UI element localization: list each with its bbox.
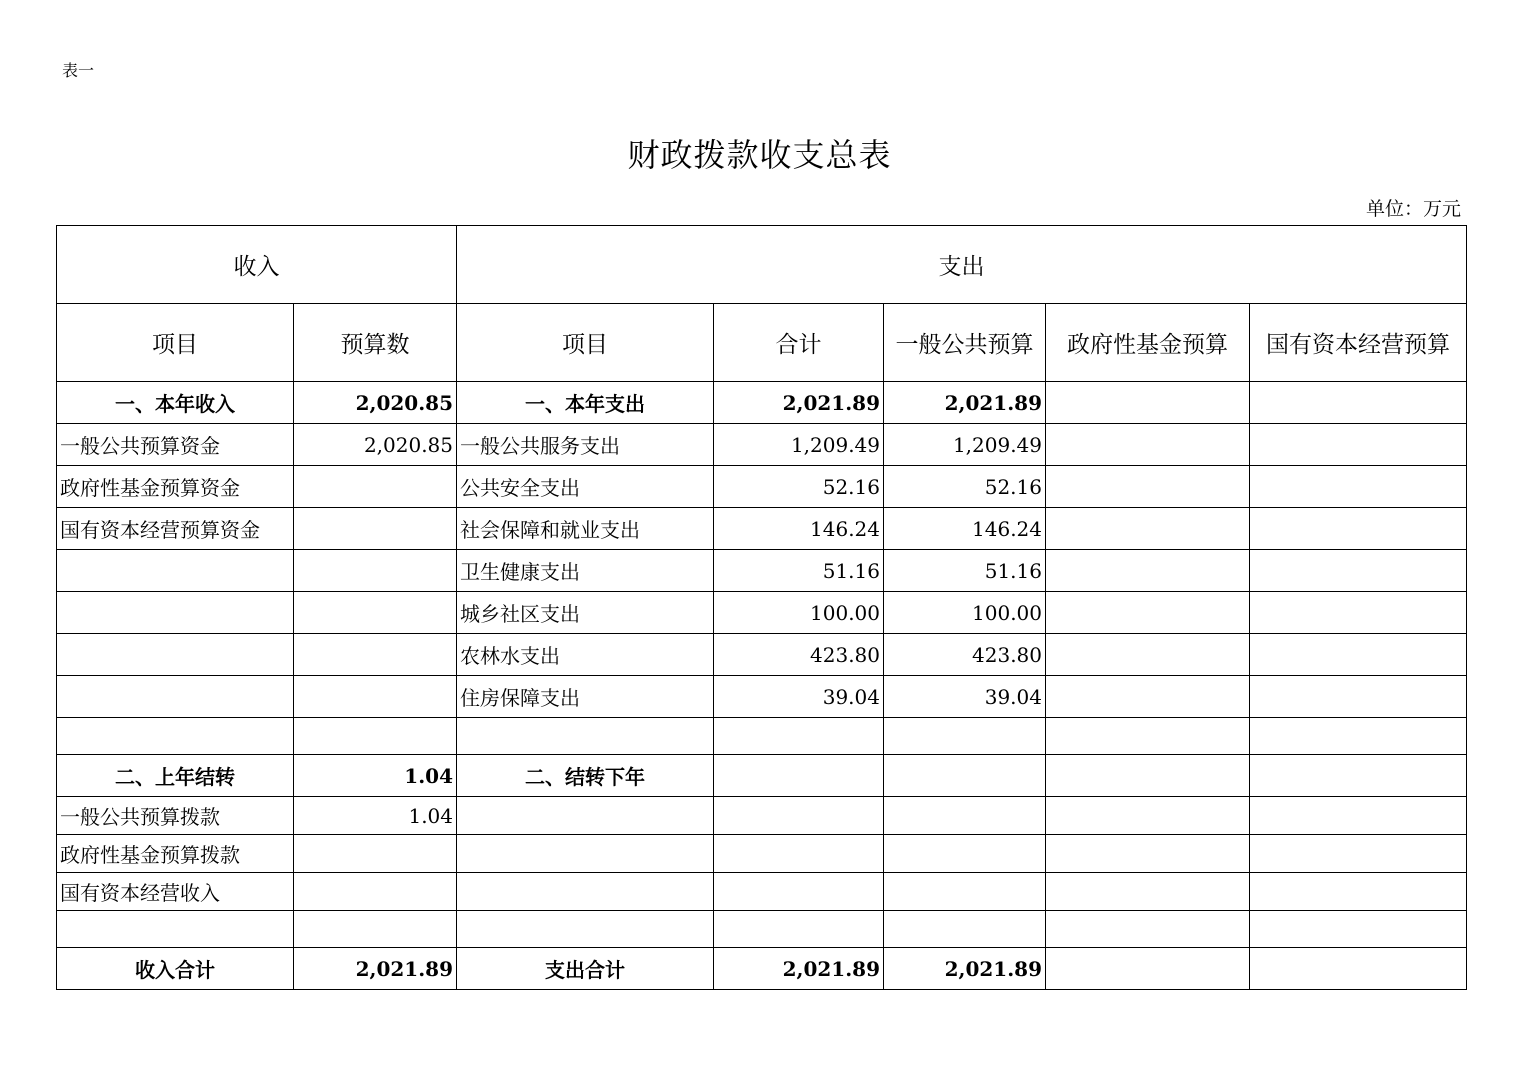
expense-fund-cell xyxy=(1046,592,1250,634)
table-row xyxy=(57,508,1467,550)
expense-fund-cell xyxy=(1046,718,1250,755)
expense-total-cell xyxy=(714,797,884,835)
expense-general-cell: 146.24 xyxy=(884,508,1046,550)
expense-general-cell xyxy=(884,835,1046,873)
expense-fund-cell xyxy=(1046,424,1250,466)
expense-general-cell: 2,021.89 xyxy=(884,948,1046,990)
income-item-cell: 政府性基金预算资金 xyxy=(57,466,294,508)
expense-general-cell xyxy=(884,873,1046,911)
expense-fund-cell xyxy=(1046,676,1250,718)
expense-item-cell: 城乡社区支出 xyxy=(457,592,714,634)
expense-item-cell: 卫生健康支出 xyxy=(457,550,714,592)
expense-state-cell xyxy=(1250,424,1467,466)
expense-general-cell: 2,021.89 xyxy=(884,382,1046,424)
expense-general-cell: 423.80 xyxy=(884,634,1046,676)
header-expense: 支出 xyxy=(457,226,1467,304)
expense-fund-cell xyxy=(1046,797,1250,835)
income-value-cell xyxy=(294,718,457,755)
income-item-cell: 一、本年收入 xyxy=(57,382,294,424)
expense-general-cell xyxy=(884,755,1046,797)
expense-state-cell xyxy=(1250,466,1467,508)
budget-table xyxy=(56,225,1467,990)
expense-total-cell xyxy=(714,718,884,755)
expense-total-cell: 39.04 xyxy=(714,676,884,718)
expense-total-cell: 2,021.89 xyxy=(714,948,884,990)
table-label: 表一 xyxy=(62,61,95,80)
expense-general-cell: 51.16 xyxy=(884,550,1046,592)
expense-total-cell: 100.00 xyxy=(714,592,884,634)
expense-fund-cell xyxy=(1046,382,1250,424)
expense-state-cell xyxy=(1250,382,1467,424)
table-row xyxy=(57,466,1467,508)
income-value-cell xyxy=(294,835,457,873)
header-total: 合计 xyxy=(714,304,884,382)
income-item-cell xyxy=(57,634,294,676)
expense-fund-cell xyxy=(1046,873,1250,911)
table-row xyxy=(57,797,1467,835)
expense-item-cell xyxy=(457,873,714,911)
expense-fund-cell xyxy=(1046,835,1250,873)
expense-total-cell xyxy=(714,835,884,873)
expense-total-cell: 2,021.89 xyxy=(714,382,884,424)
income-value-cell xyxy=(294,466,457,508)
unit-label: 单位：万元 xyxy=(1365,198,1461,220)
expense-item-cell: 农林水支出 xyxy=(457,634,714,676)
expense-state-cell xyxy=(1250,755,1467,797)
table-row xyxy=(57,676,1467,718)
income-item-cell: 二、上年结转 xyxy=(57,755,294,797)
expense-general-cell: 100.00 xyxy=(884,592,1046,634)
expense-general-cell: 52.16 xyxy=(884,466,1046,508)
expense-state-cell xyxy=(1250,911,1467,948)
expense-general-cell xyxy=(884,718,1046,755)
header-row-columns xyxy=(57,304,1467,382)
income-item-cell: 政府性基金预算拨款 xyxy=(57,835,294,873)
header-state-capital-budget: 国有资本经营预算 xyxy=(1250,304,1467,382)
income-item-cell: 一般公共预算拨款 xyxy=(57,797,294,835)
expense-fund-cell xyxy=(1046,466,1250,508)
income-value-cell xyxy=(294,592,457,634)
expense-state-cell xyxy=(1250,873,1467,911)
income-item-cell: 国有资本经营预算资金 xyxy=(57,508,294,550)
expense-state-cell xyxy=(1250,676,1467,718)
expense-state-cell xyxy=(1250,592,1467,634)
income-value-cell: 1.04 xyxy=(294,797,457,835)
income-value-cell: 1.04 xyxy=(294,755,457,797)
table-row xyxy=(57,835,1467,873)
income-item-cell: 收入合计 xyxy=(57,948,294,990)
income-value-cell xyxy=(294,873,457,911)
expense-total-cell xyxy=(714,755,884,797)
expense-fund-cell xyxy=(1046,755,1250,797)
expense-item-cell xyxy=(457,797,714,835)
income-item-cell xyxy=(57,550,294,592)
header-item-expense: 项目 xyxy=(457,304,714,382)
document-title: 财政拨款收支总表 xyxy=(627,136,892,174)
table-row xyxy=(57,634,1467,676)
income-value-cell xyxy=(294,634,457,676)
expense-total-cell: 52.16 xyxy=(714,466,884,508)
expense-item-cell: 一般公共服务支出 xyxy=(457,424,714,466)
table-row xyxy=(57,948,1467,990)
income-value-cell: 2,020.85 xyxy=(294,382,457,424)
expense-item-cell: 社会保障和就业支出 xyxy=(457,508,714,550)
expense-state-cell xyxy=(1250,835,1467,873)
expense-total-cell: 146.24 xyxy=(714,508,884,550)
expense-general-cell xyxy=(884,911,1046,948)
expense-total-cell: 1,209.49 xyxy=(714,424,884,466)
table-row xyxy=(57,911,1467,948)
income-value-cell: 2,021.89 xyxy=(294,948,457,990)
header-budget: 预算数 xyxy=(294,304,457,382)
income-value-cell xyxy=(294,508,457,550)
expense-item-cell: 公共安全支出 xyxy=(457,466,714,508)
income-value-cell xyxy=(294,676,457,718)
expense-state-cell xyxy=(1250,508,1467,550)
expense-total-cell xyxy=(714,911,884,948)
expense-item-cell xyxy=(457,835,714,873)
income-item-cell xyxy=(57,592,294,634)
expense-fund-cell xyxy=(1046,634,1250,676)
expense-total-cell xyxy=(714,873,884,911)
table-row xyxy=(57,424,1467,466)
header-general-budget: 一般公共预算 xyxy=(884,304,1046,382)
income-value-cell: 2,020.85 xyxy=(294,424,457,466)
expense-fund-cell xyxy=(1046,948,1250,990)
expense-fund-cell xyxy=(1046,911,1250,948)
expense-item-cell: 支出合计 xyxy=(457,948,714,990)
table-row xyxy=(57,755,1467,797)
income-item-cell: 国有资本经营收入 xyxy=(57,873,294,911)
table-row xyxy=(57,873,1467,911)
header-row-group xyxy=(57,226,1467,304)
expense-state-cell xyxy=(1250,550,1467,592)
expense-item-cell: 一、本年支出 xyxy=(457,382,714,424)
expense-state-cell xyxy=(1250,634,1467,676)
income-value-cell xyxy=(294,911,457,948)
income-item-cell xyxy=(57,676,294,718)
expense-item-cell: 住房保障支出 xyxy=(457,676,714,718)
income-item-cell xyxy=(57,718,294,755)
expense-state-cell xyxy=(1250,948,1467,990)
table-row xyxy=(57,718,1467,755)
expense-general-cell: 39.04 xyxy=(884,676,1046,718)
table-row xyxy=(57,550,1467,592)
expense-item-cell xyxy=(457,911,714,948)
expense-fund-cell xyxy=(1046,550,1250,592)
header-income: 收入 xyxy=(57,226,457,304)
expense-fund-cell xyxy=(1046,508,1250,550)
table-row xyxy=(57,382,1467,424)
expense-state-cell xyxy=(1250,718,1467,755)
expense-state-cell xyxy=(1250,797,1467,835)
header-fund-budget: 政府性基金预算 xyxy=(1046,304,1250,382)
income-item-cell: 一般公共预算资金 xyxy=(57,424,294,466)
expense-general-cell xyxy=(884,797,1046,835)
expense-item-cell xyxy=(457,718,714,755)
expense-item-cell: 二、结转下年 xyxy=(457,755,714,797)
header-item-income: 项目 xyxy=(57,304,294,382)
income-item-cell xyxy=(57,911,294,948)
income-value-cell xyxy=(294,550,457,592)
table-row xyxy=(57,592,1467,634)
expense-general-cell: 1,209.49 xyxy=(884,424,1046,466)
expense-total-cell: 423.80 xyxy=(714,634,884,676)
expense-total-cell: 51.16 xyxy=(714,550,884,592)
